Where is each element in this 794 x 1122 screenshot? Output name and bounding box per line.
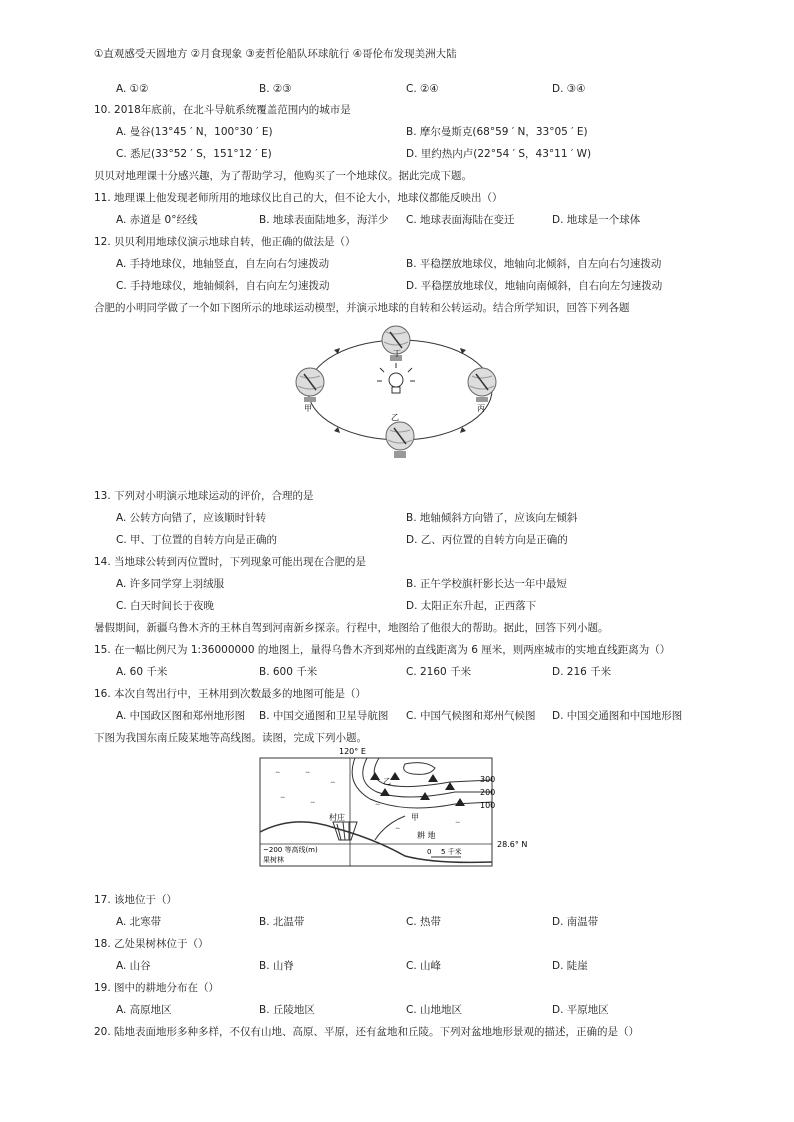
light-bulb-icon	[377, 363, 415, 393]
intro-line: ①直观感受天圆地方 ②月食现象 ③麦哲伦船队环球航行 ④哥伦布发现美洲大陆	[94, 48, 457, 60]
label-ding: 丁	[393, 349, 401, 358]
globe-yi	[386, 422, 414, 458]
q19-option-a: A. 高原地区	[116, 1004, 172, 1016]
q14-option-c: C. 白天时间长于夜晚	[116, 600, 215, 612]
q11-option-b: B. 地球表面陆地多，海洋少	[259, 214, 389, 226]
q13-option-d: D. 乙、丙位置的自转方向是正确的	[406, 534, 568, 546]
q17-option-a: A. 北寒带	[116, 916, 162, 928]
svg-text:ꕀ: ꕀ	[310, 799, 316, 806]
q9-option-b: B. ②③	[259, 83, 292, 95]
svg-text:ꕀ: ꕀ	[375, 801, 381, 808]
latitude-label: 28.6° N	[497, 840, 528, 849]
q19-option-b: B. 丘陵地区	[259, 1004, 315, 1016]
label-jia: 甲	[304, 404, 312, 413]
q15-option-d: D. 216 千米	[552, 666, 612, 678]
q9-option-a: A. ①②	[116, 83, 149, 95]
q16-option-d: D. 中国交通图和中国地形图	[552, 710, 683, 722]
q13-option-c: C. 甲、丁位置的自转方向是正确的	[116, 534, 278, 546]
q10-option-d: D. 里约热内卢(22°54 ′ S，43°11 ′ W)	[406, 148, 592, 160]
orbit-diagram	[280, 318, 520, 468]
passage-3: 暑假期间，新疆乌鲁木齐的王林自驾到河南新乡探亲。行程中，地图给了他很大的帮助。据此，回答下列小题。	[94, 622, 609, 634]
q12-stem: 12. 贝贝利用地球仪演示地球自转，他正确的做法是（）	[94, 236, 356, 248]
q14-option-a: A. 许多同学穿上羽绒服	[116, 578, 225, 590]
q15-stem: 15. 在一幅比例尺为 1:36000000 的地图上，量得乌鲁木齐到郑州的直线距离为 6 厘米，则两座城市的实地直线距离为（）	[94, 644, 671, 656]
q11-option-d: D. 地球是一个球体	[552, 214, 641, 226]
q20-stem: 20. 陆地表面地形多种多样，不仅有山地、高原、平原，还有盆地和丘陵。下列对盆地地形景观的描述，正确的是（）	[94, 1026, 640, 1038]
q18-option-b: B. 山脊	[259, 960, 294, 972]
q10-stem: 10. 2018年底前，在北斗导航系统覆盖范围内的城市是	[94, 104, 351, 116]
q18-option-d: D. 陡崖	[552, 960, 588, 972]
q19-stem: 19. 图中的耕地分布在（）	[94, 982, 220, 994]
q14-option-b: B. 正午学校旗杆影长达一年中最短	[406, 578, 567, 590]
q15-option-a: A. 60 千米	[116, 666, 168, 678]
svg-text:ꕀ: ꕀ	[280, 794, 286, 801]
svg-text:ꕀ: ꕀ	[455, 819, 461, 826]
q15-option-b: B. 600 千米	[259, 666, 318, 678]
q17-stem: 17. 该地位于（）	[94, 894, 178, 906]
svg-text:ꕀ: ꕀ	[330, 779, 336, 786]
q9-option-c: C. ②④	[406, 83, 439, 95]
q16-option-a: A. 中国政区图和郑州地形图	[116, 710, 246, 722]
svg-text:ꕀ: ꕀ	[275, 769, 281, 776]
longitude-label: 120° E	[339, 747, 366, 756]
q17-option-d: D. 南温带	[552, 916, 599, 928]
label-yi: 乙	[391, 413, 399, 422]
q19-option-c: C. 山地地区	[406, 1004, 463, 1016]
globe-jia	[296, 368, 324, 402]
contour-100: 100	[480, 801, 496, 810]
label-bing: 丙	[477, 404, 485, 413]
q13-stem: 13. 下列对小明演示地球运动的评价，合理的是	[94, 490, 314, 502]
q14-stem: 14. 当地球公转到丙位置时，下列现象可能出现在合肥的是	[94, 556, 367, 568]
q17-option-c: C. 热带	[406, 916, 442, 928]
legend-orchard: 果树林	[263, 856, 284, 864]
q9-option-d: D. ③④	[552, 83, 586, 95]
village-label: 村庄	[329, 813, 345, 822]
q10-option-a: A. 曼谷(13°45 ′ N，100°30 ′ E)	[116, 126, 273, 138]
scale-five: 5 千米	[441, 848, 462, 856]
passage-2: 合肥的小明同学做了一个如下图所示的地球运动模型，并演示地球的自转和公转运动。结合所学知识，回答下列各题	[94, 302, 630, 314]
q12-option-a: A. 手持地球仪，地轴竖直，自左向右匀速拨动	[116, 258, 330, 270]
q15-option-c: C. 2160 千米	[406, 666, 472, 678]
contour-300: 300	[480, 775, 496, 784]
q10-option-b: B. 摩尔曼斯克(68°59 ′ N，33°05 ′ E)	[406, 126, 588, 138]
svg-text:ꕀ: ꕀ	[395, 825, 401, 832]
svg-text:ꕀ: ꕀ	[305, 769, 311, 776]
q13-option-a: A. 公转方向错了，应该顺时针转	[116, 512, 267, 524]
passage-4: 下图为我国东南丘陵某地等高线图。读图，完成下列小题。	[94, 732, 367, 744]
q11-option-a: A. 赤道是 0°经线	[116, 214, 198, 226]
q11-option-c: C. 地球表面海陆在变迁	[406, 214, 515, 226]
q19-option-d: D. 平原地区	[552, 1004, 609, 1016]
q17-option-b: B. 北温带	[259, 916, 305, 928]
scale-zero: 0	[427, 848, 432, 856]
yi-label: 乙	[383, 777, 391, 786]
q16-option-c: C. 中国气候图和郑州气候图	[406, 710, 536, 722]
q12-option-b: B. 平稳摆放地球仪，地轴向北倾斜，自左向右匀速拨动	[406, 258, 662, 270]
q18-option-a: A. 山谷	[116, 960, 151, 972]
q18-option-c: C. 山峰	[406, 960, 442, 972]
q18-stem: 18. 乙处果树林位于（）	[94, 938, 209, 950]
legend-contour: ~200 等高线(m)	[263, 846, 318, 854]
farmland-label: 耕 地	[417, 831, 436, 840]
q12-option-c: C. 手持地球仪，地轴倾斜，自右向左匀速拨动	[116, 280, 330, 292]
contour-200: 200	[480, 788, 496, 797]
globe-bing	[468, 368, 496, 402]
q14-option-d: D. 太阳正东升起，正西落下	[406, 600, 537, 612]
passage-1: 贝贝对地理课十分感兴趣，为了帮助学习，他购买了一个地球仪。据此完成下题。	[94, 170, 472, 182]
q11-stem: 11. 地理课上他发现老师所用的地球仪比自己的大，但不论大小，地球仪都能反映出（）	[94, 192, 503, 204]
jia-label: 甲	[411, 813, 419, 822]
q16-option-b: B. 中国交通图和卫星导航图	[259, 710, 389, 722]
q12-option-d: D. 平稳摆放地球仪，地轴向南倾斜，自右向左匀速拨动	[406, 280, 663, 292]
q13-option-b: B. 地轴倾斜方向错了，应该向左倾斜	[406, 512, 578, 524]
q10-option-c: C. 悉尼(33°52 ′ S，151°12 ′ E)	[116, 148, 272, 160]
contour-map	[255, 744, 550, 872]
q16-stem: 16. 本次自驾出行中，王林用到次数最多的地图可能是（）	[94, 688, 367, 700]
